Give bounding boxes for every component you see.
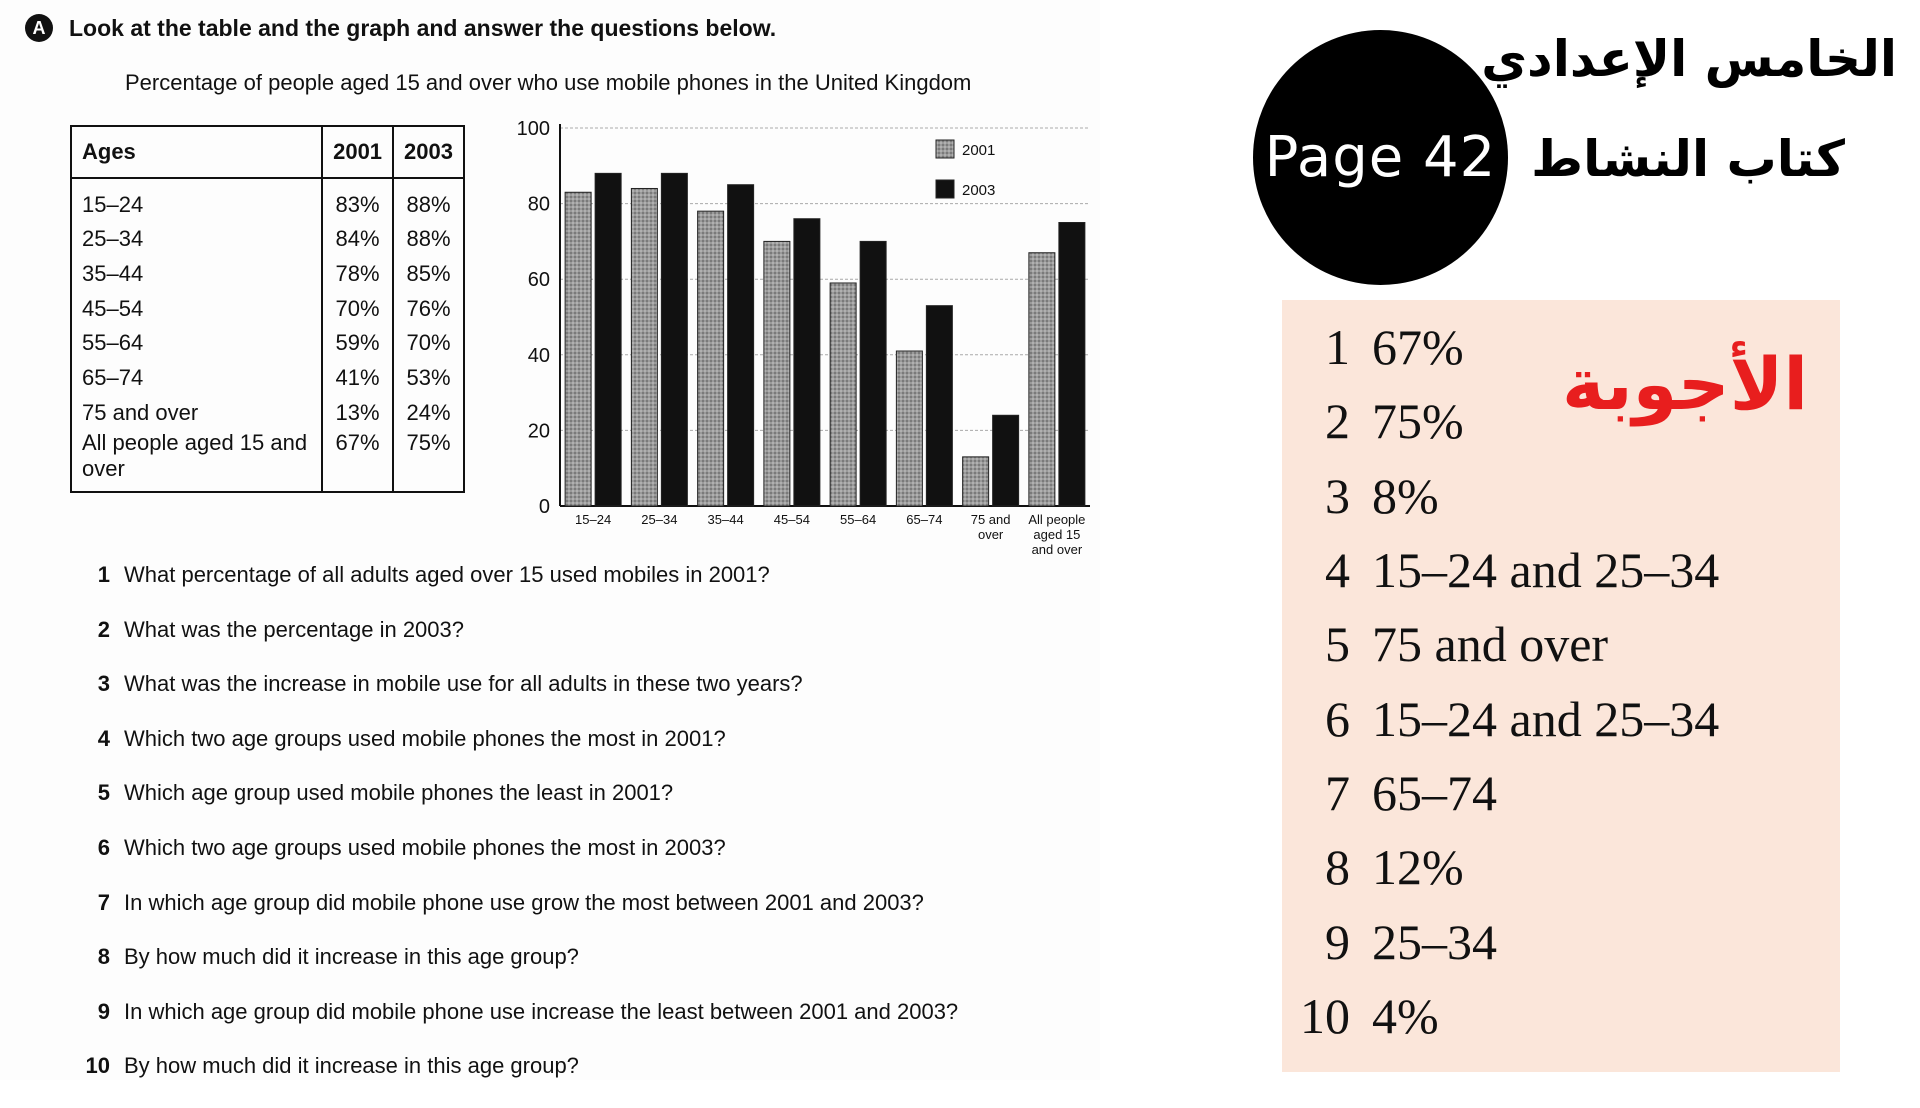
answer-number: 3 — [1325, 467, 1350, 524]
question-item — [70, 835, 958, 890]
bar-2003 — [595, 173, 621, 506]
answer-number: 8 — [1325, 839, 1350, 896]
y-tick-label: 0 — [538, 496, 550, 518]
x-tick-label: All people aged 15 and over — [1028, 512, 1086, 557]
age-cell: 75 and over — [71, 395, 322, 430]
age-cell: All people aged 15 and over — [71, 430, 322, 492]
table-header-ages: Ages — [71, 126, 322, 178]
question-item — [70, 617, 958, 672]
table-row — [71, 222, 464, 257]
value-2003-cell: 76% — [393, 291, 464, 326]
age-usage-table — [70, 125, 465, 493]
answer-item — [1282, 681, 1719, 755]
question-item — [70, 671, 958, 726]
answer-number: 1 — [1325, 319, 1350, 376]
question-text: What was the percentage in 2003? — [124, 616, 465, 642]
answer-number: 6 — [1325, 690, 1350, 747]
question-text: Which two age groups used mobile phones the most in 2001? — [124, 725, 726, 751]
bar-2001 — [963, 457, 989, 506]
answer-text: 75% — [1372, 393, 1464, 450]
bar-2001 — [565, 192, 591, 506]
section-instruction: Look at the table and the graph and answer the questions below. — [69, 14, 777, 41]
question-number: 7 — [97, 889, 110, 915]
answers-panel — [1282, 300, 1840, 1072]
y-tick-label: 20 — [527, 420, 550, 443]
value-2003-cell: 75% — [393, 430, 464, 492]
age-cell: 45–54 — [71, 291, 322, 326]
question-number: 8 — [97, 944, 110, 970]
x-tick-label: 15–24 — [575, 512, 612, 527]
table-header-row — [71, 126, 464, 178]
table-row — [71, 291, 464, 326]
answer-number: 7 — [1325, 764, 1350, 821]
value-2001-cell: 78% — [322, 257, 393, 292]
value-2001-cell: 70% — [322, 291, 393, 326]
value-2003-cell: 88% — [393, 222, 464, 257]
value-2003-cell: 53% — [393, 361, 464, 396]
question-number: 9 — [97, 998, 110, 1024]
answer-number: 9 — [1325, 913, 1350, 970]
legend-swatch — [936, 180, 954, 198]
answer-text: 75 and over — [1372, 616, 1609, 673]
question-text: By how much did it increase in this age group? — [124, 944, 579, 970]
question-list — [70, 562, 958, 1108]
bar-2001 — [631, 188, 657, 506]
bar-2001 — [698, 211, 724, 506]
answer-text: 4% — [1372, 987, 1439, 1044]
question-text: In which age group did mobile phone use grow the most between 2001 and 2003? — [124, 889, 924, 915]
question-text: In which age group did mobile phone use increase the least between 2001 and 2003? — [124, 998, 959, 1024]
y-tick-label: 40 — [527, 344, 550, 367]
page-badge: Page 42 — [1253, 30, 1508, 285]
table-row — [71, 395, 464, 430]
question-number: 10 — [85, 1053, 110, 1079]
age-cell: 25–34 — [71, 222, 322, 257]
answer-text: 15–24 and 25–34 — [1372, 542, 1720, 599]
question-number: 6 — [97, 834, 110, 860]
answer-number: 10 — [1300, 987, 1350, 1044]
question-item — [70, 726, 958, 781]
age-cell: 15–24 — [71, 178, 322, 222]
answer-item — [1282, 979, 1719, 1053]
table-subtitle: Percentage of people aged 15 and over who use mobile phones in the United Kingdom — [125, 70, 972, 95]
section-header — [25, 14, 776, 42]
answer-list — [1282, 310, 1719, 1053]
bar-2001 — [764, 241, 790, 506]
answer-text: 12% — [1372, 839, 1464, 896]
x-tick-label: 65–74 — [906, 512, 943, 527]
table-row — [71, 326, 464, 361]
table-row — [71, 361, 464, 396]
question-item — [70, 944, 958, 999]
answer-text: 15–24 and 25–34 — [1372, 690, 1720, 747]
question-text: What was the increase in mobile use for all adults in these two years? — [124, 671, 803, 697]
answer-item — [1282, 459, 1719, 533]
bar-2003 — [926, 306, 952, 506]
y-tick-label: 100 — [516, 120, 550, 140]
answers-label: الأجوبة — [1561, 342, 1808, 426]
answer-number: 2 — [1325, 393, 1350, 450]
age-cell: 55–64 — [71, 326, 322, 361]
age-cell: 35–44 — [71, 257, 322, 292]
table-header-2003: 2003 — [393, 126, 464, 178]
answer-item — [1282, 830, 1719, 904]
bar-2001 — [1029, 253, 1055, 506]
table-header-2001: 2001 — [322, 126, 393, 178]
answer-item — [1282, 904, 1719, 978]
answer-number: 5 — [1325, 616, 1350, 673]
answer-number: 4 — [1325, 542, 1350, 599]
grade-title: الخامس الإعدادي — [1481, 30, 1897, 88]
age-cell: 65–74 — [71, 361, 322, 396]
value-2001-cell: 41% — [322, 361, 393, 396]
value-2003-cell: 88% — [393, 178, 464, 222]
value-2001-cell: 84% — [322, 222, 393, 257]
question-item — [70, 562, 958, 617]
bar-2003 — [728, 185, 754, 506]
question-text: Which two age groups used mobile phones the most in 2003? — [124, 834, 726, 860]
y-tick-label: 60 — [527, 269, 550, 292]
answer-item — [1282, 310, 1719, 384]
question-number: 4 — [97, 725, 110, 751]
bar-2001 — [896, 351, 922, 506]
legend-swatch — [936, 140, 954, 158]
value-2001-cell: 13% — [322, 395, 393, 430]
value-2003-cell: 24% — [393, 395, 464, 430]
question-text: What percentage of all adults aged over 15 used mobiles in 2001? — [124, 562, 770, 587]
legend-label: 2001 — [962, 142, 996, 159]
answer-item — [1282, 607, 1719, 681]
value-2003-cell: 70% — [393, 326, 464, 361]
y-tick-label: 80 — [527, 193, 550, 216]
legend-label: 2003 — [962, 182, 996, 199]
section-badge: A — [25, 14, 53, 42]
bar-2003 — [860, 241, 886, 506]
question-item — [70, 890, 958, 945]
answer-item — [1282, 756, 1719, 830]
bar-2003 — [993, 415, 1019, 506]
answer-text: 25–34 — [1372, 913, 1497, 970]
answer-text: 67% — [1372, 319, 1464, 376]
bar-2003 — [794, 219, 820, 506]
table-row — [71, 178, 464, 222]
bar-2003 — [661, 173, 687, 506]
question-number: 3 — [97, 671, 110, 697]
book-title: كتاب النشاط — [1531, 130, 1845, 188]
x-tick-label: 35–44 — [707, 512, 744, 527]
table-row — [71, 430, 464, 492]
x-tick-label: 75 and over — [970, 512, 1011, 542]
question-item — [70, 999, 958, 1054]
answer-item — [1282, 384, 1719, 458]
value-2003-cell: 85% — [393, 257, 464, 292]
usage-bar-chart — [510, 120, 1100, 580]
question-text: By how much did it increase in this age group? — [124, 1053, 579, 1079]
answer-text: 65–74 — [1372, 764, 1497, 821]
answer-text: 8% — [1372, 467, 1439, 524]
value-2001-cell: 83% — [322, 178, 393, 222]
question-number: 2 — [97, 616, 110, 642]
value-2001-cell: 67% — [322, 430, 393, 492]
question-number: 5 — [97, 780, 110, 806]
bar-2001 — [830, 283, 856, 506]
question-item — [70, 780, 958, 835]
question-number: 1 — [97, 562, 110, 587]
x-tick-label: 55–64 — [840, 512, 877, 527]
value-2001-cell: 59% — [322, 326, 393, 361]
table-row — [71, 257, 464, 292]
bar-2003 — [1059, 223, 1085, 507]
question-item — [70, 1053, 958, 1108]
x-tick-label: 45–54 — [773, 512, 810, 527]
x-tick-label: 25–34 — [641, 512, 678, 527]
question-text: Which age group used mobile phones the least in 2001? — [124, 780, 674, 806]
answer-item — [1282, 533, 1719, 607]
